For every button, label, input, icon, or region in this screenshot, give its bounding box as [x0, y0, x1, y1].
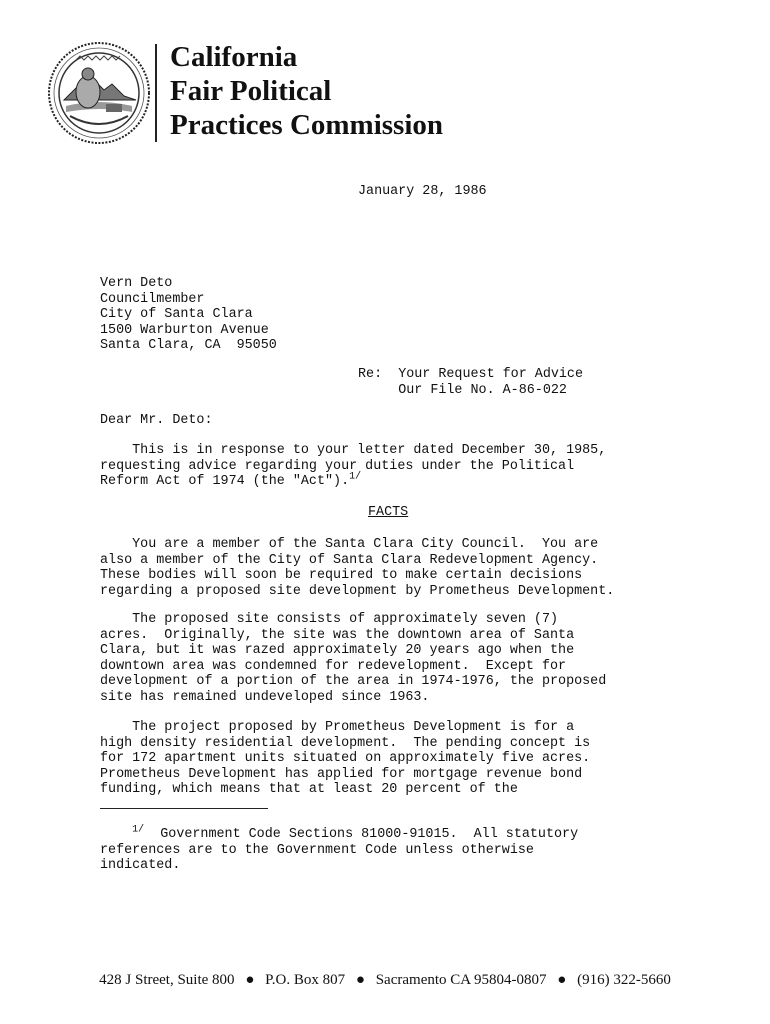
- paragraph-line: downtown area was condemned for redevelopment. Except for: [100, 658, 567, 674]
- footnote-divider: [100, 808, 268, 809]
- recipient-name: Vern Deto: [100, 276, 173, 291]
- paragraph-line: for 172 apartment units situated on approximately five acres.: [100, 751, 591, 767]
- recipient-title: Councilmember: [100, 291, 205, 307]
- footer-po-box: P.O. Box 807: [265, 972, 346, 988]
- paragraph-line: This is in response to your letter dated December 30, 1985,: [100, 443, 607, 458]
- paragraph-line: acres. Originally, the site was the downtown area of Santa: [100, 627, 575, 643]
- paragraph-line: funding, which means that at least 20 percent of the: [100, 782, 518, 798]
- footnote-marker: 1/: [132, 824, 145, 836]
- footnote-line: indicated.: [100, 858, 181, 874]
- paragraph-line: You are a member of the Santa Clara City Council. You are: [100, 537, 599, 552]
- paragraph-line: These bodies will soon be required to make certain decisions: [100, 568, 583, 584]
- paragraph-intro: [100, 443, 606, 490]
- paragraph-line: The project proposed by Prometheus Development is for a: [100, 720, 575, 735]
- bullet-icon: ●: [355, 972, 365, 988]
- letterhead-line-2: Fair Political: [170, 75, 332, 107]
- paragraph-line: Reform Act of 1974 (the "Act").: [100, 474, 350, 490]
- paragraph-line: The proposed site consists of approximately seven (7): [100, 612, 559, 627]
- recipient-city: Santa Clara, CA 95050: [100, 338, 277, 354]
- footer-phone: (916) 322-5660: [577, 972, 671, 988]
- footnote: [100, 824, 579, 874]
- paragraph-line: also a member of the City of Santa Clara Redevelopment Agency.: [100, 552, 599, 568]
- bullet-icon: ●: [557, 972, 567, 988]
- re-label: Re:: [358, 367, 383, 382]
- paragraph-line: requesting advice regarding your duties under the Political: [100, 458, 575, 474]
- recipient-street: 1500 Warburton Avenue: [100, 322, 269, 338]
- bullet-icon: ●: [245, 972, 255, 988]
- paragraph-line: Clara, but it was razed approximately 20 years ago when the: [100, 643, 575, 659]
- letterhead-footer: [0, 972, 770, 989]
- paragraph-facts-2: [100, 612, 606, 706]
- paragraph-line: regarding a proposed site development by Prometheus Development.: [100, 583, 615, 599]
- letter-date: January 28, 1986: [358, 184, 487, 199]
- paragraph-line: high density residential development. The pending concept is: [100, 735, 591, 751]
- paragraph-facts-3: [100, 720, 590, 798]
- re-file-number: Our File No. A-86-022: [398, 382, 567, 398]
- california-state-seal-icon: [46, 40, 152, 146]
- re-block: [358, 367, 583, 398]
- recipient-address: [100, 276, 277, 354]
- footnote-line: Government Code Sections 81000-91015. All statutory: [144, 827, 579, 842]
- paragraph-facts-1: [100, 537, 614, 599]
- footnote-line: references are to the Government Code unless otherwise: [100, 842, 534, 858]
- letterhead-divider: [155, 44, 157, 142]
- letterhead-title: [170, 40, 443, 142]
- footer-street-address: 428 J Street, Suite 800: [99, 972, 235, 988]
- paragraph-line: Prometheus Development has applied for mortgage revenue bond: [100, 766, 583, 782]
- re-subject: Your Request for Advice: [398, 367, 584, 382]
- footer-city: Sacramento CA 95804-0807: [375, 972, 547, 988]
- footnote-reference: 1/: [349, 471, 362, 483]
- paragraph-line: development of a portion of the area in 1974-1976, the proposed: [100, 674, 607, 690]
- letterhead-line-1: California: [170, 41, 298, 73]
- paragraph-line: site has remained undeveloped since 1963.: [100, 689, 430, 705]
- letterhead-line-3: Practices Commission: [170, 109, 444, 141]
- salutation: Dear Mr. Deto:: [100, 413, 213, 428]
- recipient-org: City of Santa Clara: [100, 307, 253, 323]
- section-heading-facts: FACTS: [368, 505, 409, 520]
